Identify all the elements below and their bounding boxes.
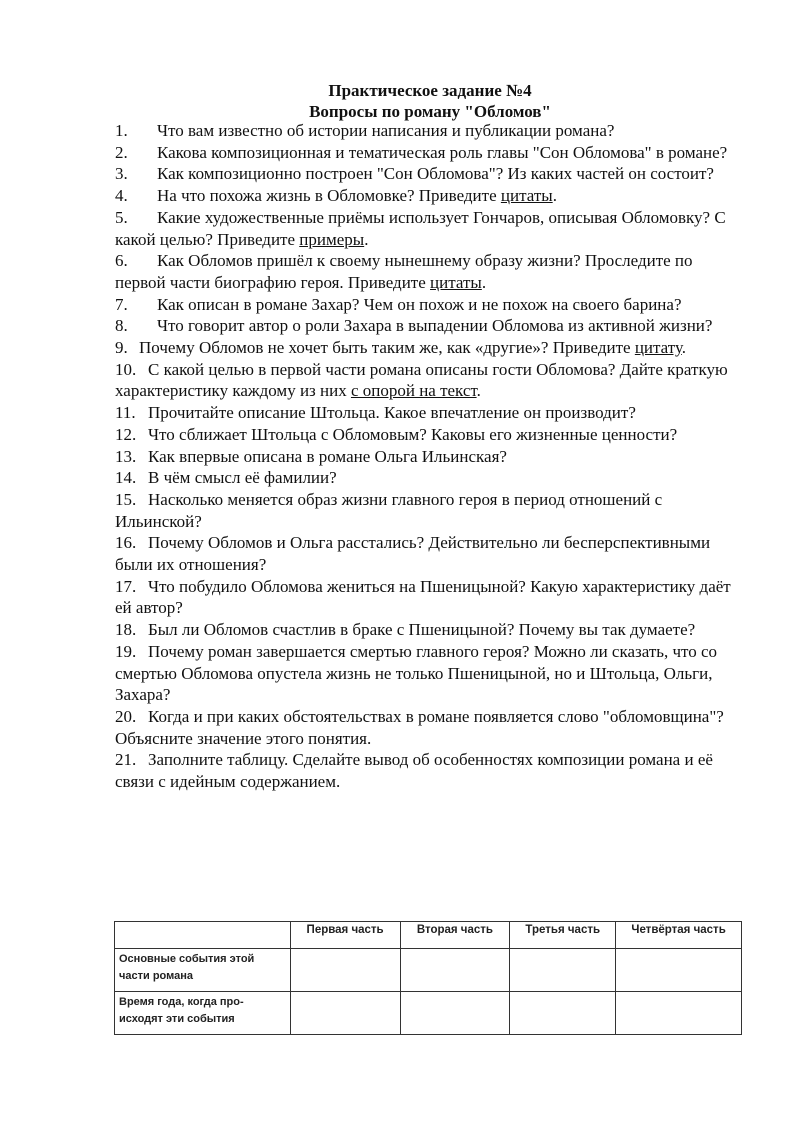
table-header-row	[115, 922, 742, 949]
question-item: 14. В чём смысл её фамилии?	[115, 468, 337, 488]
question-item: 17. Что побудило Обломова жениться на Пшеницыной? Какую характеристику даёт ей автор?	[115, 576, 731, 618]
table-header-cell: Четвёртая часть	[616, 922, 742, 949]
question-item: 9. Почему Обломов не хочет быть таким же, как «другие»? Приведите цитату.	[115, 338, 687, 358]
table-header-cell: Третья часть	[510, 922, 616, 949]
question-item: 20. Когда и при каких обстоятельствах в романе появляется слово "обломовщина"? Объясните значение этого понятия.	[115, 706, 724, 748]
page-title: Практическое задание №4	[328, 81, 532, 100]
question-item: 16. Почему Обломов и Ольга расстались? Действительно ли бесперспективными были их отношения?	[115, 533, 711, 575]
question-item: 11. Прочитайте описание Штольца. Какое впечатление он производит?	[115, 403, 636, 423]
question-list	[115, 120, 745, 793]
row-label: Основные события этой части романа	[115, 949, 291, 992]
table-cell[interactable]	[510, 992, 616, 1035]
table-row	[115, 992, 742, 1035]
table-cell[interactable]	[616, 949, 742, 992]
row-label: Время года, когда про- исходят эти события	[115, 992, 291, 1035]
page-subtitle: Вопросы по роману "Обломов"	[309, 102, 551, 121]
question-item: 15. Насколько меняется образ жизни главного героя в период отношений с Ильинской?	[115, 489, 663, 531]
table-header-cell: Первая часть	[290, 922, 400, 949]
table-cell[interactable]	[400, 949, 510, 992]
text-reference-link[interactable]: с опорой на текст	[350, 381, 477, 401]
composition-table	[114, 921, 742, 1035]
table-cell[interactable]	[510, 949, 616, 992]
question-item: 2. Какова композиционная и тематическая роль главы "Сон Обломова" в романе?	[115, 142, 728, 162]
question-item: 1. Что вам известно об истории написания и публикации романа?	[115, 121, 615, 140]
quote-link[interactable]: цитату	[634, 338, 682, 358]
table-header-cell: Вторая часть	[400, 922, 510, 949]
table-cell[interactable]	[616, 992, 742, 1035]
question-item: 4. На что похожа жизнь в Обломовке? Приведите цитаты.	[115, 186, 557, 206]
table-cell[interactable]	[290, 992, 400, 1035]
question-item: 13. Как впервые описана в романе Ольга Ильинская?	[115, 446, 507, 466]
table-cell[interactable]	[400, 992, 510, 1035]
question-item: 19. Почему роман завершается смертью главного героя? Можно ли сказать, что со смертью Обломова опустела жизнь не только Пшеницыной, но и Штольца, Ольги, Захара?	[115, 641, 718, 705]
question-item: 8. Что говорит автор о роли Захара в выпадении Обломова из активной жизни?	[115, 316, 713, 336]
table-row	[115, 949, 742, 992]
table-header-cell	[115, 922, 291, 949]
question-item: 6. Как Обломов пришёл к своему нынешнему образу жизни? Проследите по первой части биографию героя. Приведите цитаты.	[115, 251, 693, 292]
question-item: 10. С какой целью в первой части романа описаны гости Обломова? Дайте краткую характеристику каждому из них с опорой на текст.	[115, 359, 728, 401]
examples-link[interactable]: примеры	[299, 229, 365, 249]
question-item: 3. Как композиционно построен "Сон Обломова"? Из каких частей он состоит?	[115, 164, 714, 184]
table-cell[interactable]	[290, 949, 400, 992]
question-item: 12. Что сближает Штольца с Обломовым? Каковы его жизненные ценности?	[115, 424, 678, 444]
quote-link[interactable]: цитаты	[500, 186, 553, 206]
question-item: 5. Какие художественные приёмы использует Гончаров, описывая Обломовку? С какой целью? Приведите примеры.	[115, 207, 726, 249]
quote-link[interactable]: цитаты	[430, 272, 482, 292]
question-item: 18. Был ли Обломов счастлив в браке с Пшеницыной? Почему вы так думаете?	[115, 620, 696, 640]
question-item: 21. Заполните таблицу. Сделайте вывод об особенностях композиции романа и её связи с идейным содержанием.	[115, 750, 713, 792]
question-item: 7. Как описан в романе Захар? Чем он похож и не похож на своего барина?	[115, 294, 682, 314]
